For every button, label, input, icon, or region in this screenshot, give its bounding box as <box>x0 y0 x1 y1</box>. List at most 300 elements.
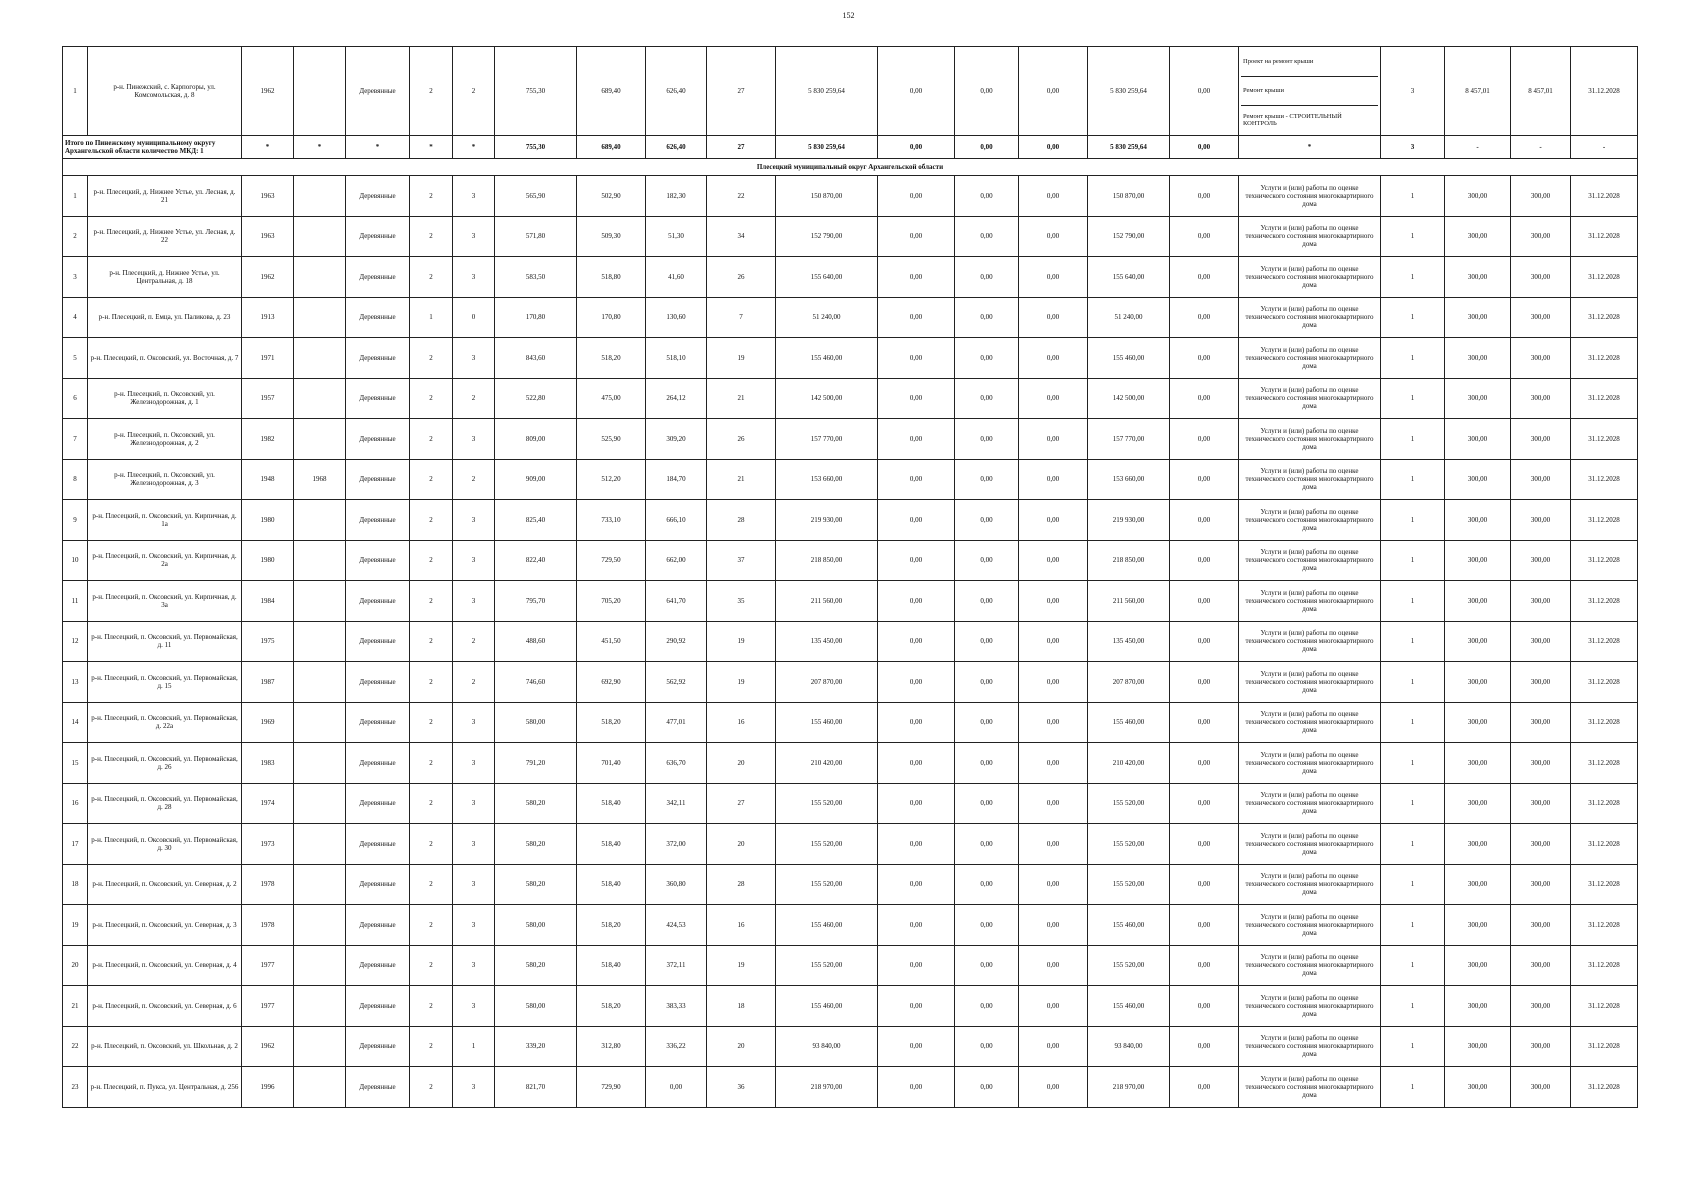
table-cell: 502,90 <box>577 176 646 217</box>
address-cell: р-н. Плесецкий, п. Оксовский, ул. Кирпичная, д. 1а <box>88 500 242 541</box>
table-cell: 300,00 <box>1511 824 1571 865</box>
table-cell: 1 <box>1381 986 1445 1027</box>
table-cell: 2 <box>410 945 453 986</box>
amount-cell: 0,00 <box>1170 1026 1239 1067</box>
table-cell: Деревянные <box>346 905 410 946</box>
table-cell: 135 450,00 <box>776 621 878 662</box>
table-cell: 211 560,00 <box>776 581 878 622</box>
table-cell: 300,00 <box>1511 1026 1571 1067</box>
table-cell: Деревянные <box>346 662 410 703</box>
amount-cell: 0,00 <box>955 945 1019 986</box>
table-cell: 3 <box>453 500 495 541</box>
table-row <box>63 1067 1638 1108</box>
table-cell: 518,20 <box>577 905 646 946</box>
table-cell: 155 520,00 <box>776 864 878 905</box>
table-cell: 562,92 <box>646 662 707 703</box>
table-cell: 93 840,00 <box>776 1026 878 1067</box>
table-cell: 300,00 <box>1511 378 1571 419</box>
table-cell: 152 790,00 <box>776 216 878 257</box>
table-row <box>63 338 1638 379</box>
table-cell: 300,00 <box>1511 257 1571 298</box>
amount-cell: 0,00 <box>955 662 1019 703</box>
table-cell: 31.12.2028 <box>1571 945 1638 986</box>
table-cell: 300,00 <box>1445 581 1511 622</box>
amount-cell: 0,00 <box>878 338 955 379</box>
amount-cell: 0,00 <box>955 338 1019 379</box>
amount-cell: 0,00 <box>955 216 1019 257</box>
amount-cell: 0,00 <box>955 581 1019 622</box>
table-cell: 20 <box>707 743 776 784</box>
table-cell: 31.12.2028 <box>1571 581 1638 622</box>
amount-cell: 0,00 <box>878 176 955 217</box>
table-cell <box>294 419 346 460</box>
amount-cell: 0,00 <box>878 945 955 986</box>
table-cell: 518,10 <box>646 338 707 379</box>
table-cell: 155 640,00 <box>776 257 878 298</box>
table-cell: 1 <box>1381 581 1445 622</box>
table-cell: 300,00 <box>1511 945 1571 986</box>
table-cell: 1975 <box>242 621 294 662</box>
table-cell: 3 <box>453 986 495 1027</box>
table-cell: Деревянные <box>346 378 410 419</box>
table-cell: 3 <box>453 864 495 905</box>
amount-cell: 0,00 <box>955 500 1019 541</box>
amount-cell: 0,00 <box>955 1026 1019 1067</box>
amount-cell: 0,00 <box>1170 945 1239 986</box>
amount-cell: 0,00 <box>1170 581 1239 622</box>
table-cell: 21 <box>63 986 88 1027</box>
table-cell: 155 460,00 <box>1088 986 1170 1027</box>
table-row <box>63 459 1638 500</box>
table-cell: 1963 <box>242 216 294 257</box>
table-cell: 571,80 <box>495 216 577 257</box>
table-cell: 518,40 <box>577 864 646 905</box>
table-cell: 31.12.2028 <box>1571 702 1638 743</box>
address-cell: р-н. Плесецкий, д. Нижнее Устье, ул. Центральная, д. 18 <box>88 257 242 298</box>
table-cell: 2 <box>453 459 495 500</box>
table-cell: 733,10 <box>577 500 646 541</box>
amount-cell: 0,00 <box>878 1067 955 1108</box>
amount-cell: 0,00 <box>1019 500 1088 541</box>
table-cell: 300,00 <box>1445 783 1511 824</box>
table-cell: 383,33 <box>646 986 707 1027</box>
table-cell: 705,20 <box>577 581 646 622</box>
table-cell: Деревянные <box>346 1067 410 1108</box>
table-cell: 19 <box>63 905 88 946</box>
table-cell: 300,00 <box>1445 500 1511 541</box>
table-cell: Деревянные <box>346 257 410 298</box>
table-cell: 31.12.2028 <box>1571 662 1638 703</box>
amount-cell: 0,00 <box>1170 500 1239 541</box>
table-cell: 28 <box>707 864 776 905</box>
table-cell: 2 <box>410 338 453 379</box>
table-cell: 1 <box>1381 783 1445 824</box>
table-cell: 21 <box>707 378 776 419</box>
table-cell: 2 <box>410 419 453 460</box>
address-cell: р-н. Плесецкий, п. Оксовский, ул. Северная, д. 2 <box>88 864 242 905</box>
table-cell: 31.12.2028 <box>1571 986 1638 1027</box>
table-cell: 2 <box>63 216 88 257</box>
table-cell: 1957 <box>242 378 294 419</box>
work-type-cell: Услуги и (или) работы по оценке технического состояния многоквартирного дома <box>1239 297 1381 338</box>
table-cell: 1 <box>1381 702 1445 743</box>
table-cell: 31.12.2028 <box>1571 500 1638 541</box>
table-cell <box>294 338 346 379</box>
amount-cell: 0,00 <box>878 702 955 743</box>
table-cell: 12 <box>63 621 88 662</box>
table-cell: 34 <box>707 216 776 257</box>
table-cell: 155 520,00 <box>776 945 878 986</box>
table-cell: 16 <box>707 905 776 946</box>
table-cell: 336,22 <box>646 1026 707 1067</box>
table-cell: 13 <box>63 662 88 703</box>
table-cell: 264,12 <box>646 378 707 419</box>
amount-cell: 0,00 <box>1170 864 1239 905</box>
table-cell: 580,20 <box>495 824 577 865</box>
table-cell: 1 <box>1381 257 1445 298</box>
amount-cell: 0,00 <box>1170 783 1239 824</box>
table-cell: 300,00 <box>1445 662 1511 703</box>
table-cell: 1 <box>1381 1067 1445 1108</box>
work-type-cell: Услуги и (или) работы по оценке технического состояния многоквартирного дома <box>1239 257 1381 298</box>
table-cell <box>294 257 346 298</box>
table-cell: 1 <box>1381 621 1445 662</box>
table-cell: 300,00 <box>1511 216 1571 257</box>
table-cell: 300,00 <box>1445 986 1511 1027</box>
amount-cell: 0,00 <box>878 540 955 581</box>
table-cell: 580,20 <box>495 783 577 824</box>
amount-cell: 0,00 <box>1170 986 1239 1027</box>
table-cell: 14 <box>63 702 88 743</box>
address-cell: р-н. Плесецкий, п. Оксовский, ул. Восточная, д. 7 <box>88 338 242 379</box>
table-cell: 22 <box>707 176 776 217</box>
table-cell: 31.12.2028 <box>1571 216 1638 257</box>
table-cell: 300,00 <box>1511 581 1571 622</box>
amount-cell: 0,00 <box>955 824 1019 865</box>
table-cell: 10 <box>63 540 88 581</box>
table-cell <box>294 1026 346 1067</box>
table-cell: 300,00 <box>1511 986 1571 1027</box>
table-cell: 1 <box>410 297 453 338</box>
address-cell: р-н. Плесецкий, п. Оксовский, ул. Школьная, д. 2 <box>88 1026 242 1067</box>
table-cell: 51 240,00 <box>1088 297 1170 338</box>
table-cell: 300,00 <box>1445 621 1511 662</box>
table-cell: 372,00 <box>646 824 707 865</box>
amount-cell: 0,00 <box>1019 864 1088 905</box>
table-cell: 692,90 <box>577 662 646 703</box>
table-row <box>63 702 1638 743</box>
amount-cell: 0,00 <box>878 378 955 419</box>
table-cell: 300,00 <box>1445 1026 1511 1067</box>
amount-cell: 0,00 <box>955 297 1019 338</box>
amount-cell: 0,00 <box>1019 824 1088 865</box>
table-cell: 3 <box>453 419 495 460</box>
table-cell: 155 460,00 <box>776 338 878 379</box>
table-cell: 636,70 <box>646 743 707 784</box>
amount-cell: 0,00 <box>1019 257 1088 298</box>
amount-cell: 0,00 <box>1019 945 1088 986</box>
table-cell: Деревянные <box>346 459 410 500</box>
amount-cell: 0,00 <box>878 1026 955 1067</box>
amount-cell: 0,00 <box>1170 743 1239 784</box>
amount-cell: 0,00 <box>1170 338 1239 379</box>
amount-cell: 0,00 <box>1019 662 1088 703</box>
table-cell: 300,00 <box>1511 621 1571 662</box>
table-cell: 1982 <box>242 419 294 460</box>
table-cell: 809,00 <box>495 419 577 460</box>
table-cell: 135 450,00 <box>1088 621 1170 662</box>
table-cell: 155 520,00 <box>1088 824 1170 865</box>
table-cell: 300,00 <box>1445 702 1511 743</box>
table-row <box>63 1026 1638 1067</box>
table-cell: 23 <box>63 1067 88 1108</box>
table-cell: Деревянные <box>346 824 410 865</box>
table-cell: 1 <box>1381 945 1445 986</box>
table-cell: 300,00 <box>1445 297 1511 338</box>
amount-cell: 0,00 <box>955 783 1019 824</box>
table-cell: 31.12.2028 <box>1571 743 1638 784</box>
page-number: 152 <box>842 11 855 20</box>
table-cell: 31.12.2028 <box>1571 824 1638 865</box>
address-cell: р-н. Плесецкий, п. Оксовский, ул. Первомайская, д. 11 <box>88 621 242 662</box>
amount-cell: 0,00 <box>1019 905 1088 946</box>
table-cell: 300,00 <box>1445 257 1511 298</box>
amount-cell: 0,00 <box>1170 662 1239 703</box>
work-item: Ремонт крыши <box>1241 77 1378 106</box>
table-cell: 746,60 <box>495 662 577 703</box>
table-cell: 150 870,00 <box>776 176 878 217</box>
table-cell: 3 <box>453 905 495 946</box>
table-cell: 3 <box>453 581 495 622</box>
amount-cell: 0,00 <box>878 743 955 784</box>
amount-cell: 0,00 <box>955 419 1019 460</box>
table-cell: 0 <box>453 297 495 338</box>
table-cell: Деревянные <box>346 743 410 784</box>
table-cell: 218 970,00 <box>776 1067 878 1108</box>
table-cell: 155 460,00 <box>1088 702 1170 743</box>
amount-cell: 0,00 <box>1170 905 1239 946</box>
table-cell: 218 850,00 <box>776 540 878 581</box>
table-cell: 522,80 <box>495 378 577 419</box>
table-cell: 207 870,00 <box>1088 662 1170 703</box>
table-cell: 1977 <box>242 986 294 1027</box>
address-cell: р-н. Плесецкий, п. Оксовский, ул. Северная, д. 4 <box>88 945 242 986</box>
table-cell: 31.12.2028 <box>1571 540 1638 581</box>
table-cell: 729,90 <box>577 1067 646 1108</box>
amount-cell: 0,00 <box>1019 419 1088 460</box>
work-type-cell: Услуги и (или) работы по оценке технического состояния многоквартирного дома <box>1239 905 1381 946</box>
table-cell: 795,70 <box>495 581 577 622</box>
table-cell: 219 930,00 <box>776 500 878 541</box>
address-cell: р-н. Плесецкий, д. Нижнее Устье, ул. Лесная, д. 21 <box>88 176 242 217</box>
table-cell: 300,00 <box>1445 419 1511 460</box>
amount-cell: 0,00 <box>1170 297 1239 338</box>
amount-cell: 0,00 <box>1170 419 1239 460</box>
work-type-cell: Услуги и (или) работы по оценке технического состояния многоквартирного дома <box>1239 662 1381 703</box>
table-cell: Деревянные <box>346 500 410 541</box>
amount-cell: 0,00 <box>955 702 1019 743</box>
amount-cell: 0,00 <box>878 297 955 338</box>
table-cell: 2 <box>410 621 453 662</box>
table-cell: Деревянные <box>346 783 410 824</box>
table-cell: 31.12.2028 <box>1571 378 1638 419</box>
table-cell: 1987 <box>242 662 294 703</box>
table-cell: 31.12.2028 <box>1571 419 1638 460</box>
table-cell: 0,00 <box>646 1067 707 1108</box>
table-cell: 300,00 <box>1445 338 1511 379</box>
table-cell: 3 <box>453 257 495 298</box>
table-cell: 477,01 <box>646 702 707 743</box>
table-cell: 424,53 <box>646 905 707 946</box>
table-cell: 2 <box>410 257 453 298</box>
table-row <box>63 297 1638 338</box>
table-cell: 641,70 <box>646 581 707 622</box>
amount-cell: 0,00 <box>1170 824 1239 865</box>
table-cell: 3 <box>453 540 495 581</box>
section-header-row <box>63 159 1638 176</box>
address-cell: р-н. Плесецкий, п. Оксовский, ул. Железнодорожная, д. 3 <box>88 459 242 500</box>
table-cell: 2 <box>410 1067 453 1108</box>
table-cell: 170,80 <box>577 297 646 338</box>
table-cell: 41,60 <box>646 257 707 298</box>
table-row <box>63 419 1638 460</box>
table-cell: Деревянные <box>346 581 410 622</box>
table-cell: 312,80 <box>577 1026 646 1067</box>
table-cell: 31.12.2028 <box>1571 905 1638 946</box>
table-cell: 2 <box>410 662 453 703</box>
table-cell: 2 <box>410 743 453 784</box>
table-cell: 155 520,00 <box>776 783 878 824</box>
table-cell: 300,00 <box>1511 540 1571 581</box>
table-cell: 27 <box>707 783 776 824</box>
table-cell: 518,40 <box>577 783 646 824</box>
table-cell: 155 460,00 <box>1088 905 1170 946</box>
table-cell: 300,00 <box>1445 945 1511 986</box>
table-cell: 1974 <box>242 783 294 824</box>
table-cell: 1968 <box>294 459 346 500</box>
table-cell <box>294 176 346 217</box>
address-cell: р-н. Плесецкий, п. Оксовский, ул. Первомайская, д. 28 <box>88 783 242 824</box>
table-cell: 300,00 <box>1445 540 1511 581</box>
table-cell <box>294 540 346 581</box>
table-cell: 1978 <box>242 864 294 905</box>
table-cell: 2 <box>410 824 453 865</box>
amount-cell: 0,00 <box>1019 743 1088 784</box>
address-cell: р-н. Плесецкий, п. Оксовский, ул. Кирпичная, д. 3а <box>88 581 242 622</box>
work-type-cell: Услуги и (или) работы по оценке технического состояния многоквартирного дома <box>1239 338 1381 379</box>
work-type-cell: Услуги и (или) работы по оценке технического состояния многоквартирного дома <box>1239 378 1381 419</box>
amount-cell: 0,00 <box>1170 257 1239 298</box>
table-cell: 300,00 <box>1511 1067 1571 1108</box>
table-cell: 1969 <box>242 702 294 743</box>
amount-cell: 0,00 <box>955 864 1019 905</box>
amount-cell: 0,00 <box>955 540 1019 581</box>
amount-cell: 0,00 <box>1019 459 1088 500</box>
table-cell: 2 <box>410 216 453 257</box>
amount-cell: 0,00 <box>955 621 1019 662</box>
table-cell: 155 520,00 <box>1088 945 1170 986</box>
amount-cell: 0,00 <box>955 459 1019 500</box>
amount-cell: 0,00 <box>1170 1067 1239 1108</box>
table-cell: 31.12.2028 <box>1571 297 1638 338</box>
table-cell: 300,00 <box>1445 743 1511 784</box>
table-cell: 1980 <box>242 540 294 581</box>
table-cell: 518,80 <box>577 257 646 298</box>
table-cell: 300,00 <box>1511 500 1571 541</box>
table-cell: 31.12.2028 <box>1571 338 1638 379</box>
table-cell: 155 460,00 <box>776 905 878 946</box>
table-cell: 7 <box>63 419 88 460</box>
table-cell: 3 <box>453 743 495 784</box>
table-cell: Деревянные <box>346 216 410 257</box>
table-cell: 2 <box>410 1026 453 1067</box>
table-cell: 300,00 <box>1511 459 1571 500</box>
work-type-cell: Услуги и (или) работы по оценке технического состояния многоквартирного дома <box>1239 1026 1381 1067</box>
table-cell: 51,30 <box>646 216 707 257</box>
address-cell: р-н. Плесецкий, п. Оксовский, ул. Северная, д. 6 <box>88 986 242 1027</box>
table-cell: 142 500,00 <box>1088 378 1170 419</box>
table-cell: 580,00 <box>495 905 577 946</box>
address-cell: р-н. Плесецкий, п. Емца, ул. Паликова, д. 23 <box>88 297 242 338</box>
table-cell: 36 <box>707 1067 776 1108</box>
table-cell: 518,40 <box>577 945 646 986</box>
address-cell: р-н. Плесецкий, п. Пуксa, ул. Центральная, д. 256 <box>88 1067 242 1108</box>
amount-cell: 0,00 <box>1019 378 1088 419</box>
table-cell: 2 <box>410 378 453 419</box>
table-cell: 1 <box>1381 459 1445 500</box>
address-cell: р-н. Плесецкий, п. Оксовский, ул. Первомайская, д. 22а <box>88 702 242 743</box>
work-type-cell: Услуги и (или) работы по оценке технического состояния многоквартирного дома <box>1239 743 1381 784</box>
table-cell: 2 <box>453 621 495 662</box>
table-cell: 580,00 <box>495 702 577 743</box>
table-row <box>63 945 1638 986</box>
address-cell: р-н. Плесецкий, п. Оксовский, ул. Железнодорожная, д. 2 <box>88 419 242 460</box>
table-cell <box>294 1067 346 1108</box>
table-cell: 1 <box>1381 743 1445 784</box>
table-cell: 19 <box>707 621 776 662</box>
table-cell: 3 <box>453 1067 495 1108</box>
table-row <box>63 257 1638 298</box>
table-cell: 1913 <box>242 297 294 338</box>
table-cell: 300,00 <box>1511 297 1571 338</box>
work-type-cell: Услуги и (или) работы по оценке технического состояния многоквартирного дома <box>1239 581 1381 622</box>
amount-cell: 0,00 <box>878 864 955 905</box>
table-row <box>63 378 1638 419</box>
table-cell: 182,30 <box>646 176 707 217</box>
amount-cell: 0,00 <box>1170 621 1239 662</box>
work-type-cell: Услуги и (или) работы по оценке технического состояния многоквартирного дома <box>1239 702 1381 743</box>
amount-cell: 0,00 <box>1019 216 1088 257</box>
table-cell: 1962 <box>242 257 294 298</box>
table-cell: 3 <box>453 945 495 986</box>
table-cell: 35 <box>707 581 776 622</box>
amount-cell: 0,00 <box>1019 621 1088 662</box>
table-cell: 1948 <box>242 459 294 500</box>
table-cell: 300,00 <box>1445 1067 1511 1108</box>
amount-cell: 0,00 <box>878 621 955 662</box>
table-cell: 372,11 <box>646 945 707 986</box>
amount-cell: 0,00 <box>1170 459 1239 500</box>
table-cell: 2 <box>410 500 453 541</box>
work-type-cell: Услуги и (или) работы по оценке технического состояния многоквартирного дома <box>1239 621 1381 662</box>
table-cell: 791,20 <box>495 743 577 784</box>
table-cell: Деревянные <box>346 1026 410 1067</box>
table-cell: 300,00 <box>1511 176 1571 217</box>
table-cell: 157 770,00 <box>1088 419 1170 460</box>
table-cell: 2 <box>410 581 453 622</box>
table-cell: 565,90 <box>495 176 577 217</box>
table-cell: 1978 <box>242 905 294 946</box>
